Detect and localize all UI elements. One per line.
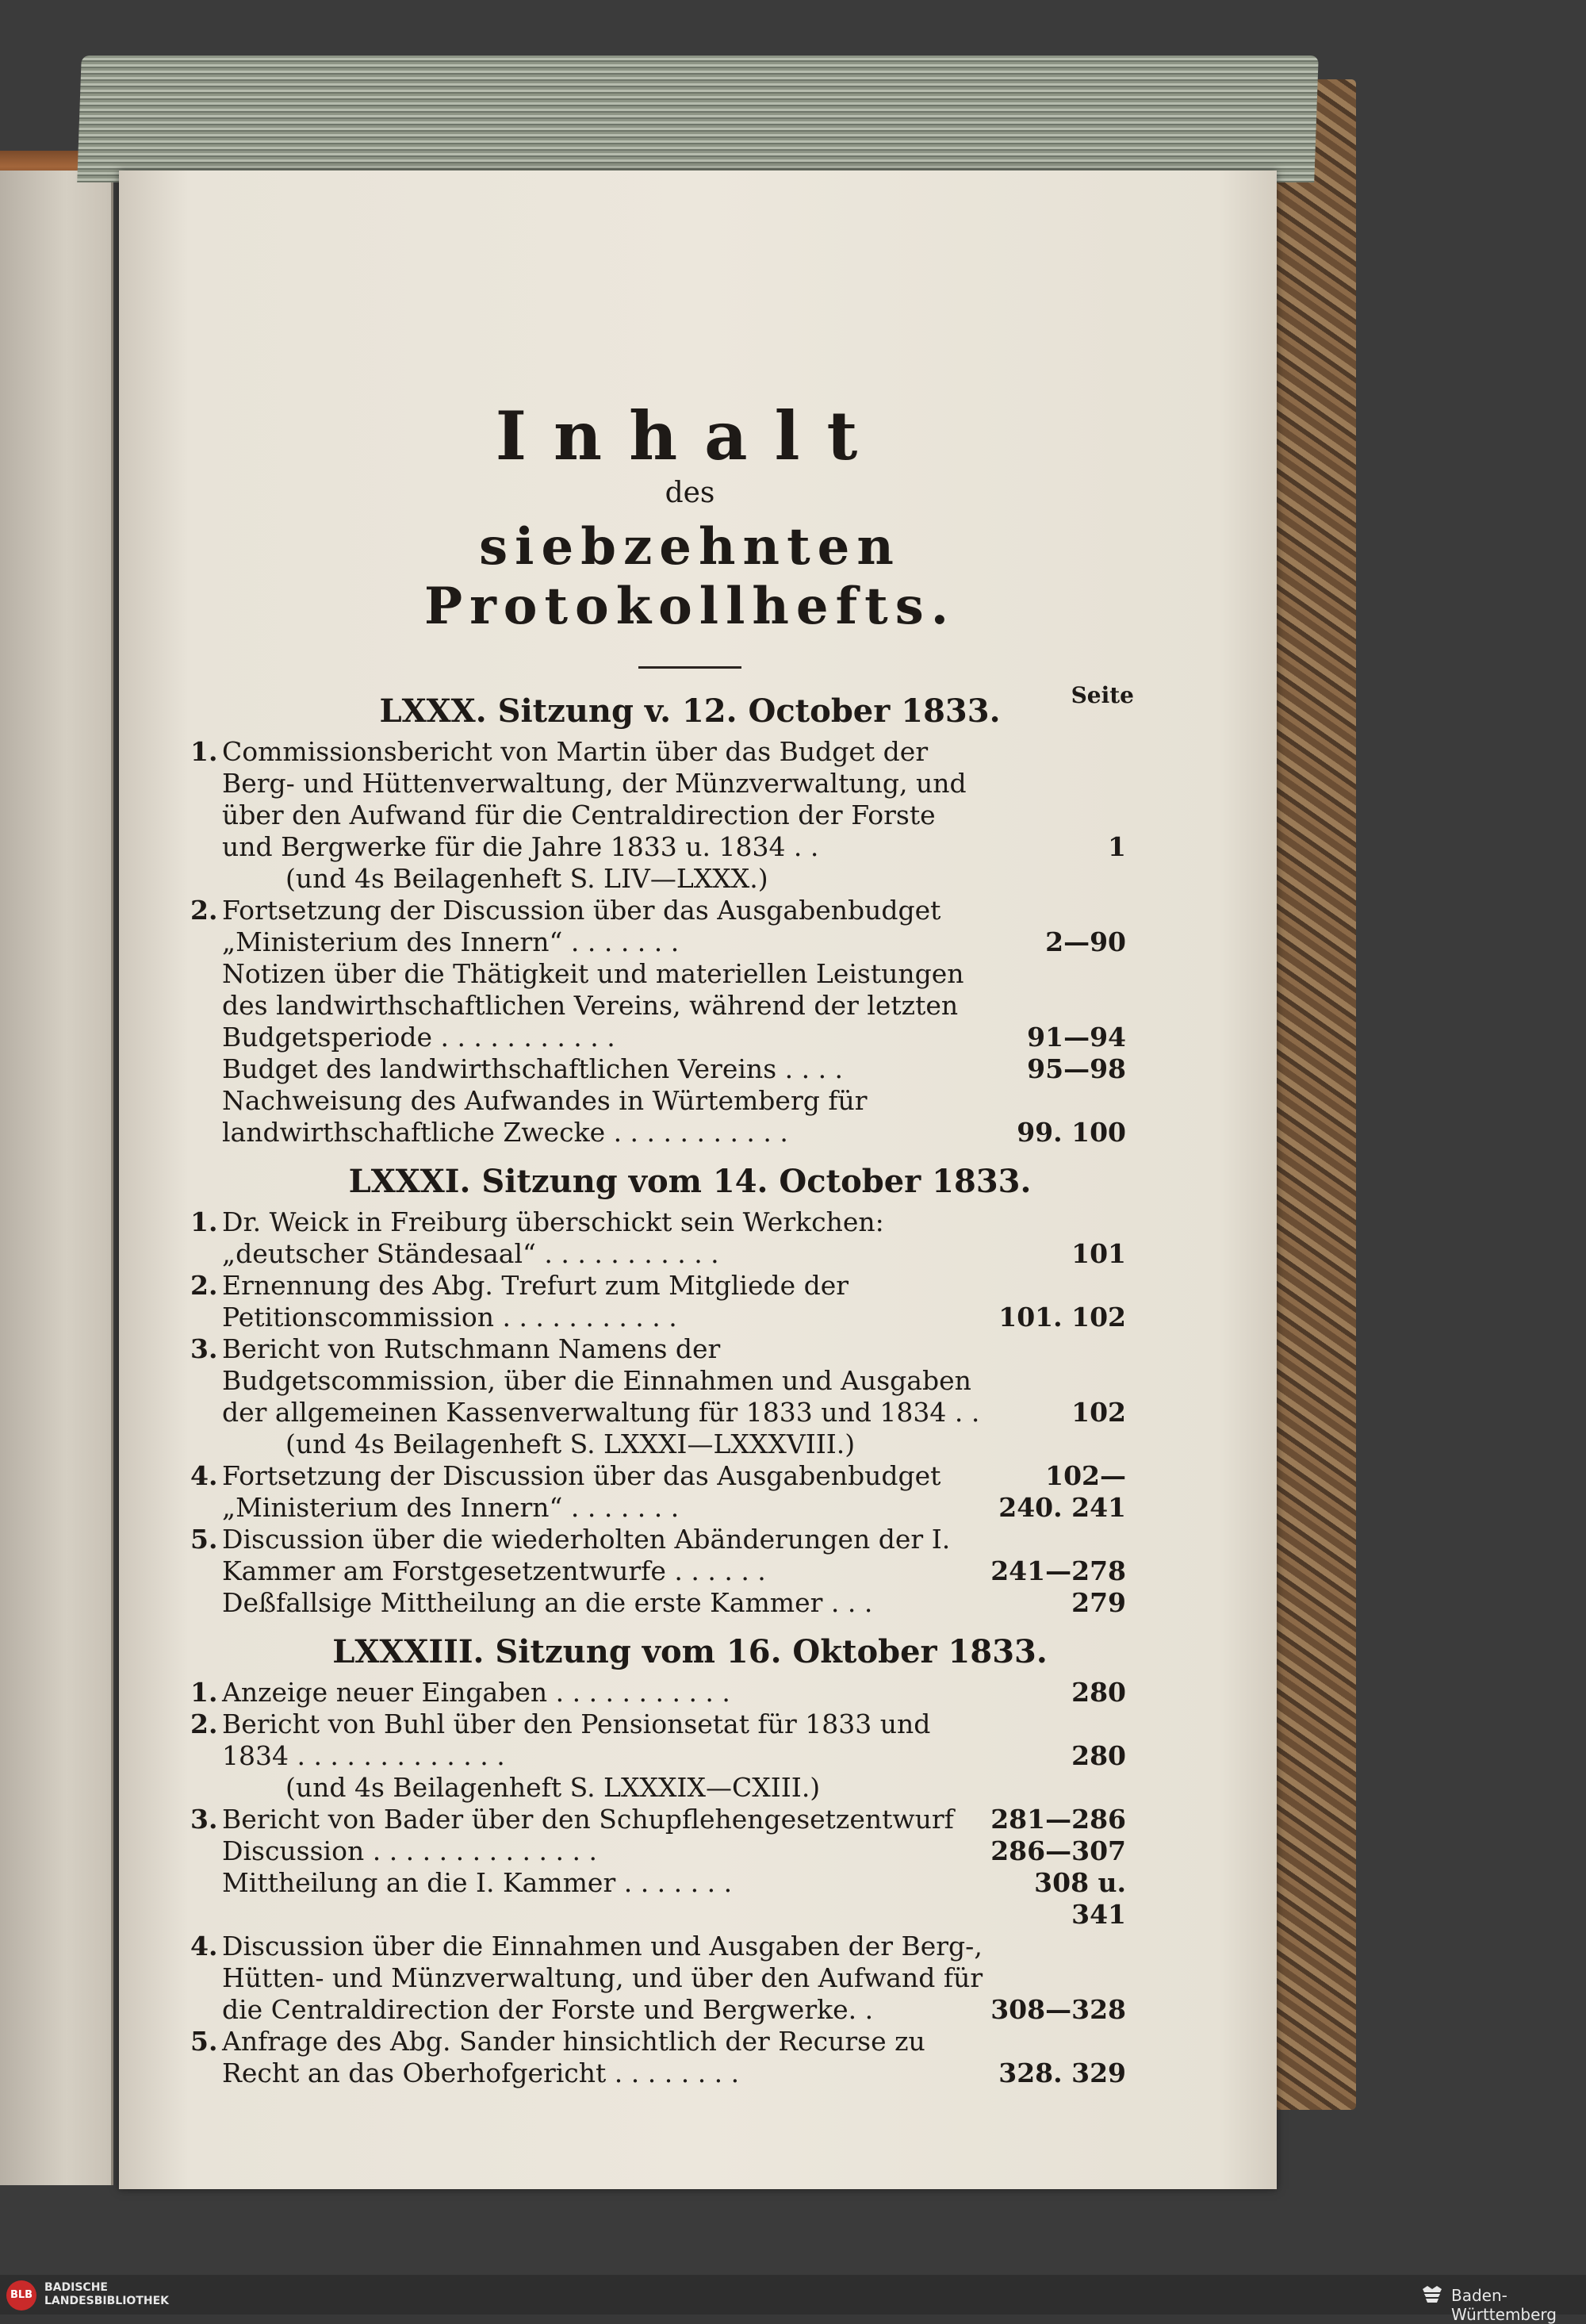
- entry-page: 328. 329: [998, 2057, 1126, 2088]
- entry-text: Ernennung des Abg. Trefurt zum Mitgliede der Petitionscommission . . . . . . . . . . .: [222, 1270, 849, 1333]
- page-title: Inhalt: [495, 397, 885, 475]
- entry-text: Fortsetzung der Discussion über das Ausgabenbudget „Ministerium des Innern“ . . . . . . .: [222, 895, 941, 957]
- entry-number: 3.: [190, 1333, 218, 1364]
- entry-page: 102—240. 241: [998, 1460, 1126, 1523]
- page-block-edges: [77, 56, 1319, 182]
- toc-entry: [190, 1524, 1126, 1587]
- entry-number: 3.: [190, 1804, 218, 1835]
- subentry-text: Mittheilung an die I. Kammer . . . . . . .: [222, 1867, 733, 1898]
- subentry-page: 95—98: [1027, 1053, 1126, 1084]
- viewer-footer: [0, 2275, 1586, 2324]
- page-subtitle: des: [665, 477, 715, 509]
- entry-number: 1.: [190, 1677, 218, 1708]
- title-block: [190, 397, 1126, 636]
- toc-subentry: [190, 1053, 1126, 1085]
- entry-number: 5.: [190, 1524, 218, 1555]
- entry-page: 308—328: [990, 1994, 1126, 2025]
- entry-text: Discussion über die wiederholten Abänderungen der I. Kammer am Forstgesetzentwurfe . . . . . .: [222, 1524, 951, 1586]
- session-heading: LXXX. Sitzung v. 12. October 1833.: [379, 692, 1001, 730]
- toc-entry: [190, 1333, 1126, 1429]
- entry-page: 280: [1071, 1677, 1126, 1708]
- entry-text: Bericht von Bader über den Schupflehengesetzentwurf: [222, 1804, 954, 1835]
- subentry-text: Budget des landwirthschaftlichen Vereins . . . .: [222, 1053, 844, 1084]
- library-name-line2: LANDESBIBLIOTHEK: [44, 2295, 170, 2307]
- entry-text: Fortsetzung der Discussion über das Ausgabenbudget „Ministerium des Innern“ . . . . . . .: [222, 1460, 941, 1523]
- toc-entry: [190, 895, 1126, 958]
- entry-number: 4.: [190, 1931, 218, 1962]
- subentry-page: 91—94: [1027, 1022, 1126, 1053]
- library-name[interactable]: [44, 2281, 169, 2308]
- table-of-contents: [190, 397, 1134, 2089]
- toc-entry: [190, 1677, 1126, 1708]
- subentry-page: 286—307: [990, 1835, 1126, 1866]
- toc-subentry: [190, 958, 1126, 1053]
- page-title-line2: siebzehnten Protokollhefts.: [423, 517, 956, 636]
- baden-wuerttemberg-logo-icon: [1419, 2283, 1445, 2307]
- entry-page: 1: [1108, 831, 1126, 862]
- session-heading: LXXXI. Sitzung vom 14. October 1833.: [348, 1163, 1032, 1200]
- toc-entry: [190, 1460, 1126, 1524]
- marbled-cover: [1269, 79, 1356, 2110]
- state-logo-text[interactable]: Baden-Württemberg: [1451, 2286, 1557, 2324]
- entry-text: Anzeige neuer Eingaben . . . . . . . . . . .: [222, 1677, 730, 1708]
- entry-text: Bericht von Rutschmann Namens der Budgetscommission, über die Einnahmen und Ausgaben der allgemeinen Kassenverwaltung für 1833 und 1834 . .: [222, 1333, 980, 1428]
- entry-text: Commissionsbericht von Martin über das Budget der Berg- und Hüttenverwaltung, der Münzverwaltung, und über den Aufwand für die Centraldirection der Forste und Bergwerke für die Jahre 1833 u. 1834 . .: [222, 736, 967, 862]
- entry-text: Dr. Weick in Freiburg überschickt sein Werkchen: „deutscher Ständesaal“ . . . . . . . . . . .: [222, 1206, 884, 1269]
- toc-subentry: [190, 1587, 1126, 1619]
- left-page-edge: [0, 171, 113, 2185]
- page-column-header: Seite: [1071, 682, 1134, 708]
- library-name-line1: BADISCHE: [44, 2281, 108, 2294]
- toc-entry: [190, 1931, 1126, 2026]
- entry-number: 4.: [190, 1460, 218, 1491]
- toc-entry: [190, 1270, 1126, 1333]
- entry-page: 101. 102: [998, 1302, 1126, 1333]
- toc-entry: [190, 2026, 1126, 2089]
- entry-page: 102: [1071, 1397, 1126, 1428]
- entry-number: 2.: [190, 1708, 218, 1739]
- title-divider: [638, 666, 741, 669]
- toc-subentry: [190, 1085, 1126, 1149]
- entry-page: 241—278: [990, 1555, 1126, 1586]
- toc-entry: [190, 1804, 1126, 1835]
- subentry-page: 308 u. 341: [1034, 1867, 1126, 1930]
- entry-page: 2—90: [1045, 926, 1126, 957]
- subentry-page: 279: [1071, 1587, 1126, 1618]
- entry-number: 1.: [190, 1206, 218, 1237]
- blb-logo-icon[interactable]: BLB: [6, 2280, 36, 2311]
- subentry-text: Nachweisung des Aufwandes in Würtemberg für landwirthschaftliche Zwecke . . . . . . . . . . .: [222, 1085, 868, 1148]
- toc-subentry: [190, 1835, 1126, 1867]
- toc-subentry: [190, 1867, 1126, 1931]
- entry-number: 2.: [190, 895, 218, 926]
- entry-page: 281—286: [990, 1804, 1126, 1835]
- toc-entry: [190, 1708, 1126, 1772]
- entry-number: 1.: [190, 736, 218, 767]
- subentry-text: Deßfallsige Mittheilung an die erste Kammer . . .: [222, 1587, 873, 1618]
- entry-number: 2.: [190, 1270, 218, 1301]
- session-heading: LXXXIII. Sitzung vom 16. Oktober 1833.: [332, 1633, 1048, 1670]
- entry-note: (und 4s Beilagenheft S. LIV—LXXX.): [285, 863, 768, 894]
- subentry-page: 99. 100: [1017, 1117, 1126, 1148]
- entry-page: 101: [1071, 1238, 1126, 1269]
- entry-note: (und 4s Beilagenheft S. LXXXI—LXXXVIII.): [285, 1429, 856, 1459]
- entry-note: (und 4s Beilagenheft S. LXXXIX—CXIII.): [285, 1772, 821, 1803]
- entry-number: 5.: [190, 2026, 218, 2057]
- entry-text: Anfrage des Abg. Sander hinsichtlich der Recurse zu Recht an das Oberhofgericht . . . . . . . .: [222, 2026, 925, 2088]
- entry-text: Bericht von Buhl über den Pensionsetat für 1833 und 1834 . . . . . . . . . . . . .: [222, 1708, 931, 1771]
- toc-entry: [190, 736, 1126, 863]
- entry-page: 280: [1071, 1740, 1126, 1771]
- entry-text: Discussion über die Einnahmen und Ausgaben der Berg-, Hütten- und Münzverwaltung, und über den Aufwand für die Centraldirection der Forste und Bergwerke. .: [222, 1931, 983, 2025]
- subentry-text: Notizen über die Thätigkeit und materiellen Leistungen des landwirthschaftlichen Vereins, während der letzten Budgetsperiode . . . . . . . . . . .: [222, 958, 964, 1053]
- subentry-text: Discussion . . . . . . . . . . . . . .: [222, 1835, 597, 1866]
- toc-entry: [190, 1206, 1126, 1270]
